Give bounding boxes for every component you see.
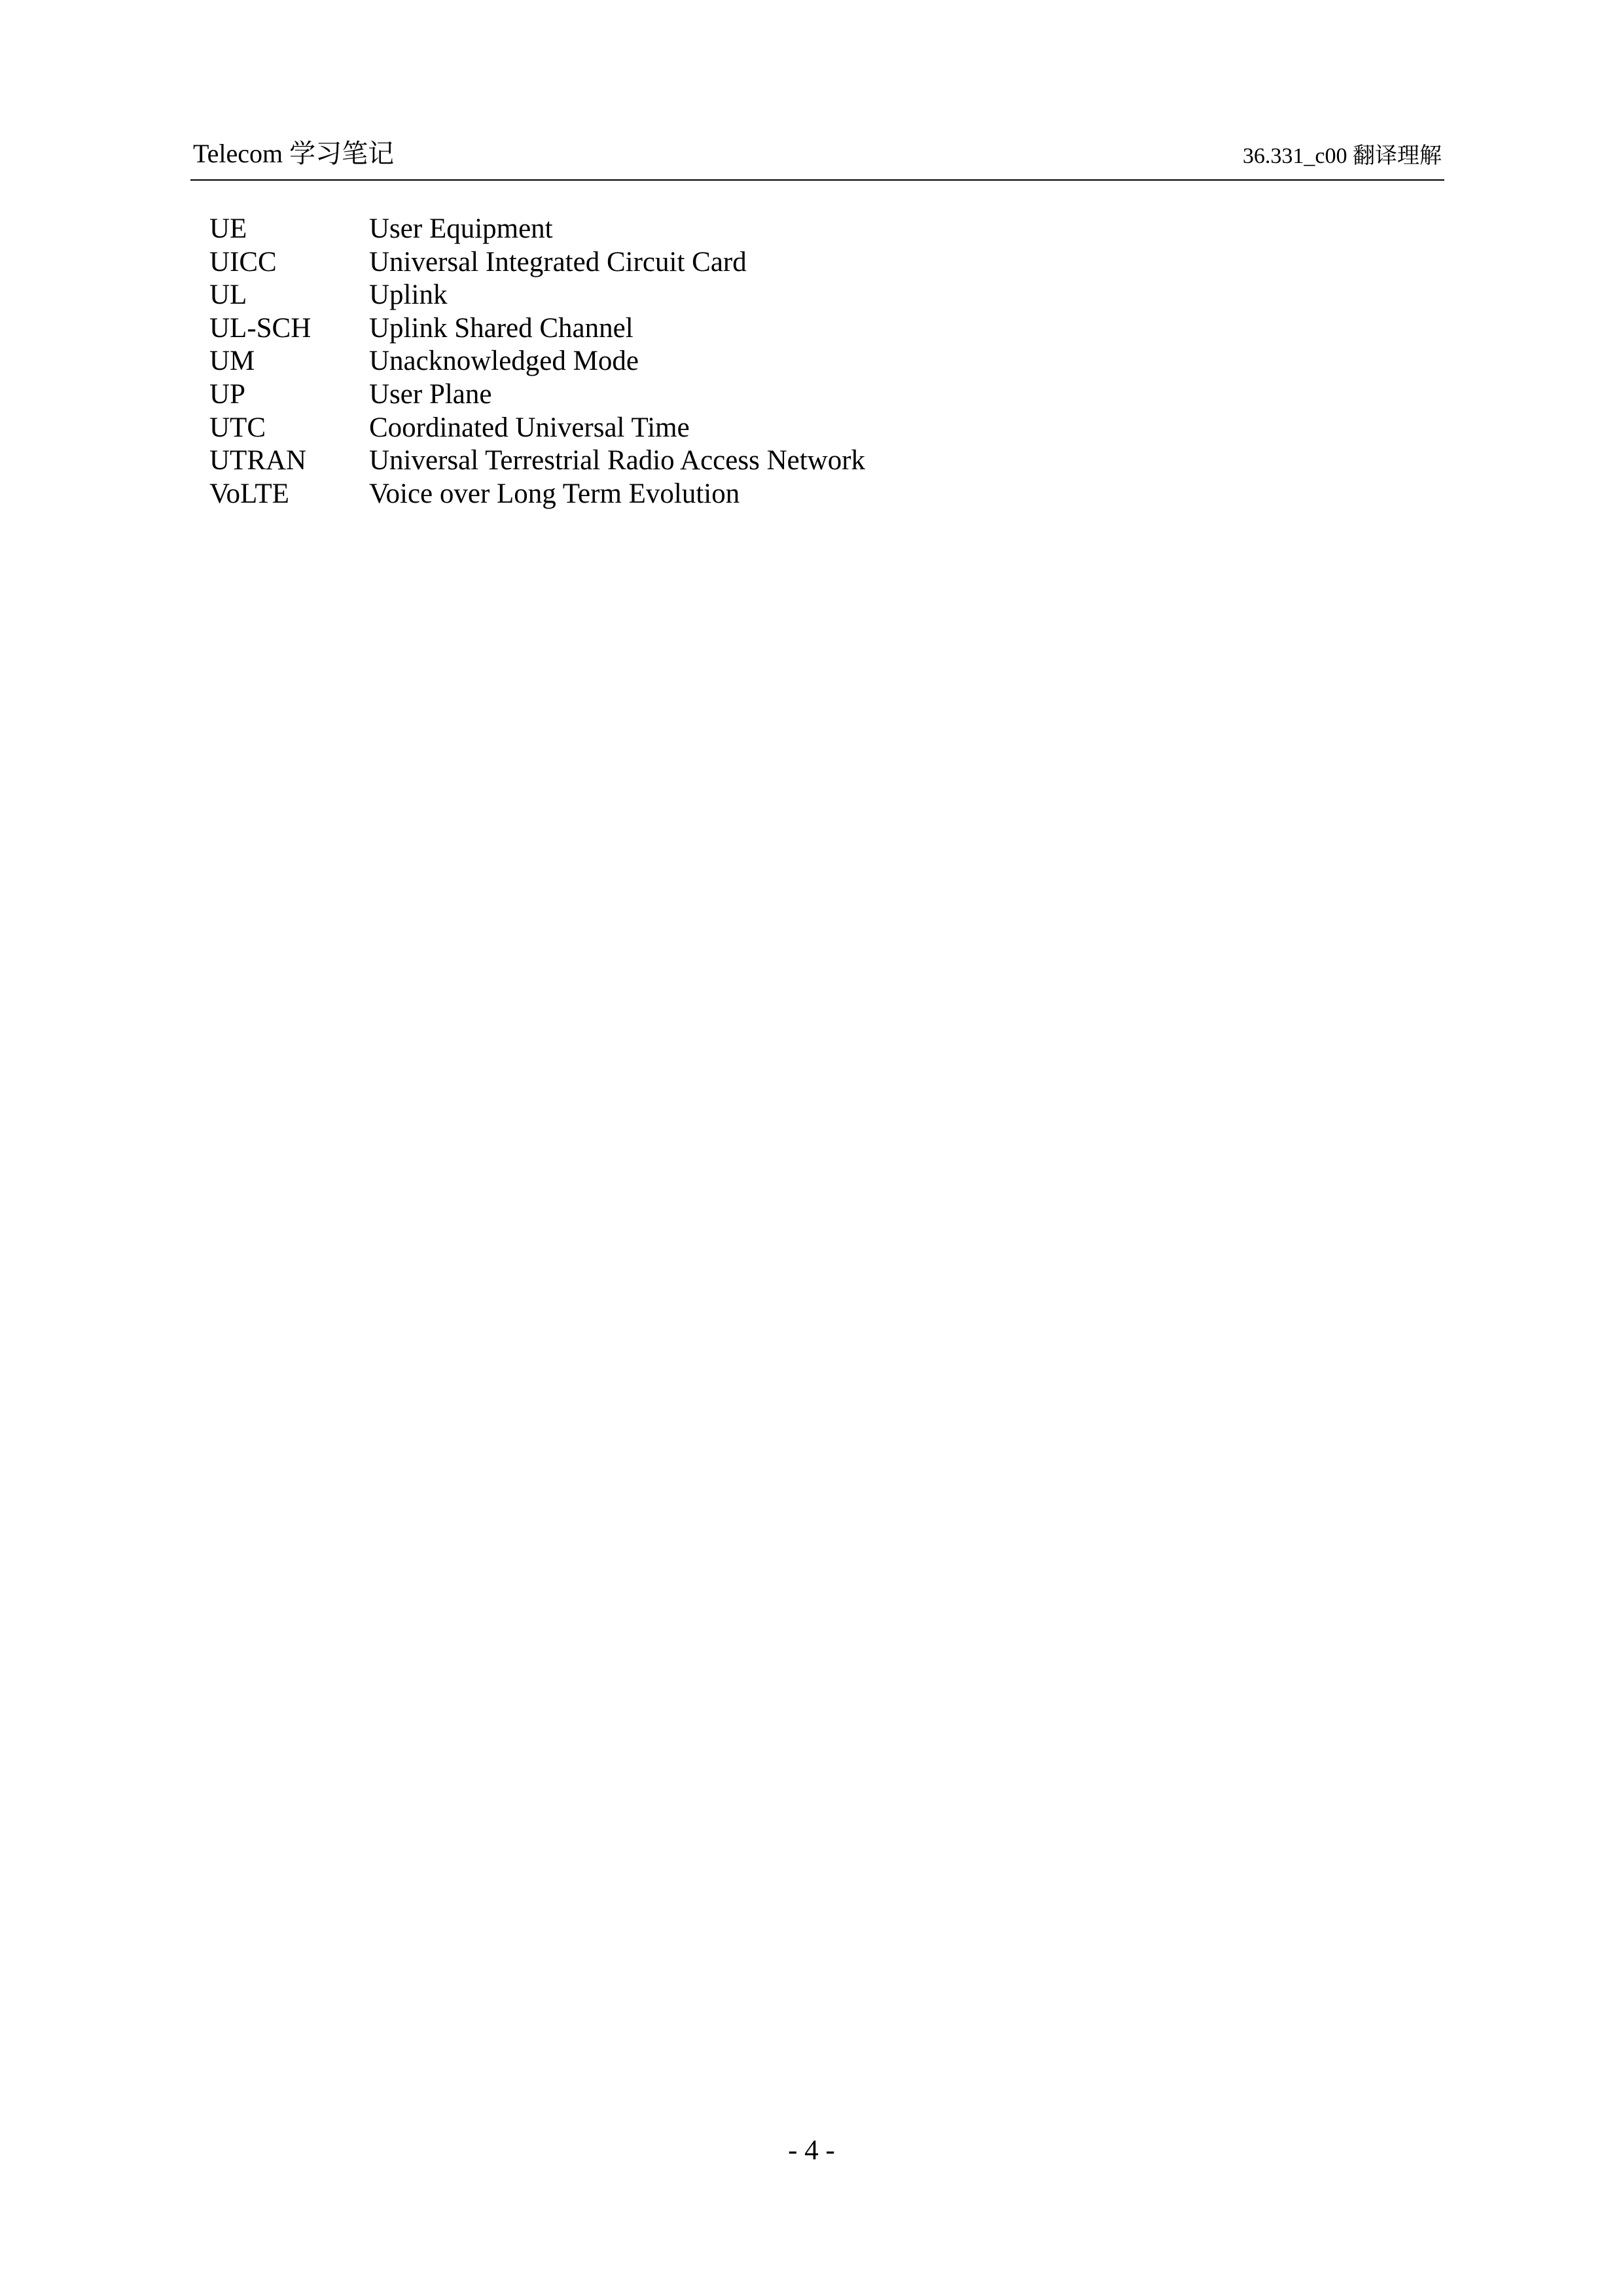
abbreviation-list bbox=[209, 213, 1387, 511]
abbreviation-term: UL bbox=[209, 279, 247, 311]
header-document-id: 36.331_c00 翻译理解 bbox=[1242, 144, 1442, 168]
list-item bbox=[209, 478, 1387, 511]
page-number: - 4 - bbox=[788, 2135, 835, 2166]
abbreviation-term: UICC bbox=[209, 246, 277, 278]
abbreviation-definition: Voice over Long Term Evolution bbox=[369, 478, 740, 509]
list-item bbox=[209, 213, 1387, 246]
abbreviation-definition: Uplink bbox=[369, 279, 448, 311]
abbreviation-definition: Universal Terrestrial Radio Access Network bbox=[369, 445, 866, 476]
list-item bbox=[209, 345, 1387, 378]
abbreviation-term: VoLTE bbox=[209, 478, 289, 509]
list-item bbox=[209, 312, 1387, 346]
page-header bbox=[190, 135, 1444, 179]
abbreviation-definition: User Plane bbox=[369, 378, 492, 410]
abbreviation-definition: User Equipment bbox=[369, 213, 553, 244]
header-divider bbox=[190, 179, 1444, 181]
abbreviation-definition: Unacknowledged Mode bbox=[369, 346, 639, 377]
abbreviation-definition: Universal Integrated Circuit Card bbox=[369, 246, 747, 278]
abbreviation-term: UL-SCH bbox=[209, 312, 312, 344]
abbreviation-term: UP bbox=[209, 378, 245, 410]
list-item bbox=[209, 378, 1387, 412]
list-item bbox=[209, 412, 1387, 445]
list-item bbox=[209, 279, 1387, 312]
abbreviation-term: UTC bbox=[209, 412, 266, 443]
list-item bbox=[209, 444, 1387, 478]
header-title: Telecom 学习笔记 bbox=[193, 139, 395, 168]
abbreviation-term: UE bbox=[209, 213, 247, 244]
abbreviation-definition: Coordinated Universal Time bbox=[369, 412, 690, 443]
abbreviation-definition: Uplink Shared Channel bbox=[369, 312, 633, 344]
abbreviation-term: UTRAN bbox=[209, 445, 307, 476]
list-item bbox=[209, 246, 1387, 279]
abbreviation-term: UM bbox=[209, 346, 255, 377]
